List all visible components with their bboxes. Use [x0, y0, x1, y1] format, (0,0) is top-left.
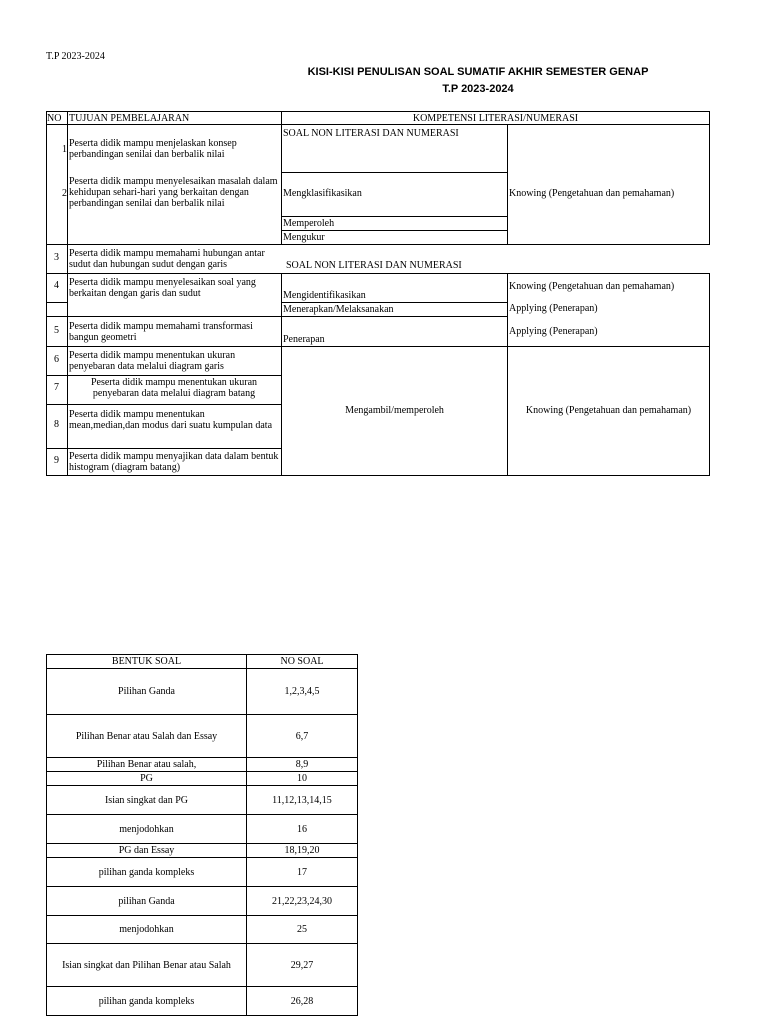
bentuk-cell: pilihan ganda kompleks: [47, 858, 247, 887]
col-header-tujuan: TUJUAN PEMBELAJARAN: [69, 113, 190, 124]
kompetensi-level: Mengambil/memperoleh: [345, 405, 444, 416]
no-soal-cell: 17: [247, 858, 358, 887]
bentuk-cell: Pilihan Ganda: [47, 669, 247, 715]
grid-line: [46, 244, 710, 245]
grid-line: [46, 475, 710, 476]
grid-line: [46, 124, 710, 125]
grid-line: [281, 216, 508, 217]
tujuan-text: Peserta didik mampu menyelesaikan soal yang berkaitan dengan garis dan sudut: [69, 277, 256, 299]
bentuk-cell: Isian singkat dan PG: [47, 786, 247, 815]
row-no: 6: [54, 354, 59, 365]
no-soal-cell: 8,9: [247, 758, 358, 772]
no-soal-cell: 18,19,20: [247, 844, 358, 858]
bentuk-cell: pilihan ganda kompleks: [47, 987, 247, 1016]
kompetensi-level: Mengklasifikasikan: [283, 188, 362, 199]
table-row: [47, 772, 358, 786]
soal-non-literasi: SOAL NON LITERASI DAN NUMERASI: [283, 128, 459, 139]
grid-line: [46, 404, 282, 405]
grid-line: [281, 172, 508, 173]
applying-label: Applying (Penerapan): [509, 326, 598, 337]
kompetensi-level: Menerapkan/Melaksanakan: [283, 304, 394, 315]
row-no: 9: [54, 455, 59, 466]
grid-line: [281, 302, 508, 303]
tujuan-text: Peserta didik mampu memahami transformasi bangun geometri: [69, 321, 253, 343]
bentuk-cell: menjodohkan: [47, 815, 247, 844]
tujuan-text: Peserta didik mampu menentukan ukuran penyebaran data melalui diagram batang: [90, 377, 258, 399]
no-soal-cell: 25: [247, 916, 358, 944]
kompetensi-level: Memperoleh: [283, 218, 335, 229]
grid-line: [46, 448, 282, 449]
row-no: 7: [54, 382, 59, 393]
no-soal-cell: 26,28: [247, 987, 358, 1016]
grid-line: [46, 273, 68, 274]
table-row: [47, 786, 358, 815]
table-row: [47, 844, 358, 858]
kompetensi-level: Mengidentifikasikan: [283, 290, 366, 301]
soal-non-literasi: SOAL NON LITERASI DAN NUMERASI: [286, 260, 462, 271]
knowing-label: Knowing (Pengetahuan dan pemahaman): [525, 405, 692, 416]
grid-line: [709, 111, 710, 245]
table-row: [47, 715, 358, 758]
bentuk-cell: Pilihan Benar atau Salah dan Essay: [47, 715, 247, 758]
tujuan-text: Peserta didik mampu menyajikan data dalam bentuk histogram (diagram batang): [69, 451, 279, 473]
no-soal-cell: 16: [247, 815, 358, 844]
row-no: 3: [54, 252, 59, 263]
grid-line: [46, 302, 68, 303]
row-no: 5: [54, 325, 59, 336]
col-header-bentuk: BENTUK SOAL: [47, 655, 247, 669]
kompetensi-level: Mengukur: [283, 232, 325, 243]
knowing-label: Knowing (Pengetahuan dan pemahaman): [509, 281, 675, 292]
bentuk-cell: PG: [47, 772, 247, 786]
grid-line: [46, 346, 710, 347]
tujuan-text: Peserta didik mampu menyelesaikan masalah dalam kehidupan sehari-hari yang berkaitan dengan perbandingan senilai dan berbalik nilai: [69, 176, 278, 209]
row-no: 8: [54, 419, 59, 430]
grid-line: [46, 316, 508, 317]
grid-line: [67, 111, 68, 476]
bentuk-cell: Pilihan Benar atau salah,: [47, 758, 247, 772]
tujuan-text: Peserta didik mampu menjelaskan konsep perbandingan senilai dan berbalik nilai: [69, 138, 237, 160]
table-row: [47, 758, 358, 772]
grid-line: [507, 273, 508, 476]
grid-line: [281, 230, 508, 231]
no-soal-cell: 6,7: [247, 715, 358, 758]
no-soal-cell: 21,22,23,24,30: [247, 887, 358, 916]
tp-label: T.P 2023-2024: [46, 51, 105, 62]
no-soal-cell: 11,12,13,14,15: [247, 786, 358, 815]
bentuk-cell: pilihan Ganda: [47, 887, 247, 916]
row-no: 1: [62, 144, 67, 155]
table-row: [47, 916, 358, 944]
grid-line: [67, 273, 282, 274]
bentuk-cell: PG dan Essay: [47, 844, 247, 858]
grid-line: [281, 111, 282, 245]
col-header-no: NO: [47, 113, 62, 124]
kompetensi-level: Penerapan: [283, 334, 325, 345]
grid-line: [46, 375, 282, 376]
table-row: [47, 858, 358, 887]
table-row: [47, 987, 358, 1016]
bentuk-cell: menjodohkan: [47, 916, 247, 944]
table-row: [47, 669, 358, 715]
knowing-label: Knowing (Pengetahuan dan pemahaman): [509, 188, 675, 199]
grid-line: [709, 273, 710, 476]
table-row: [47, 815, 358, 844]
no-soal-cell: 10: [247, 772, 358, 786]
tujuan-text: Peserta didik mampu memahami hubungan antar sudut dan hubungan sudut dengan garis: [69, 248, 265, 270]
document-title: KISI-KISI PENULISAN SOAL SUMATIF AKHIR SEMESTER GENAP: [307, 66, 649, 78]
tujuan-text: Peserta didik mampu menentukan mean,median,dan modus dari suatu kumpulan data: [69, 409, 273, 431]
row-no: 2: [62, 188, 67, 199]
bentuk-soal-table: [46, 654, 358, 1016]
bentuk-cell: Isian singkat dan Pilihan Benar atau Salah: [47, 944, 247, 987]
grid-line: [281, 273, 710, 274]
no-soal-cell: 29,27: [247, 944, 358, 987]
table-row: [47, 944, 358, 987]
no-soal-cell: 1,2,3,4,5: [247, 669, 358, 715]
tujuan-text: Peserta didik mampu menentukan ukuran penyebaran data melalui diagram garis: [69, 350, 236, 372]
document-subtitle: T.P 2023-2024: [442, 83, 514, 95]
table-row: [47, 887, 358, 916]
applying-label: Applying (Penerapan): [509, 303, 598, 314]
col-header-kompetensi: KOMPETENSI LITERASI/NUMERASI: [412, 113, 579, 124]
grid-line: [46, 111, 710, 112]
grid-line: [507, 124, 508, 245]
col-header-no-soal: NO SOAL: [247, 655, 358, 669]
row-no: 4: [54, 280, 59, 291]
